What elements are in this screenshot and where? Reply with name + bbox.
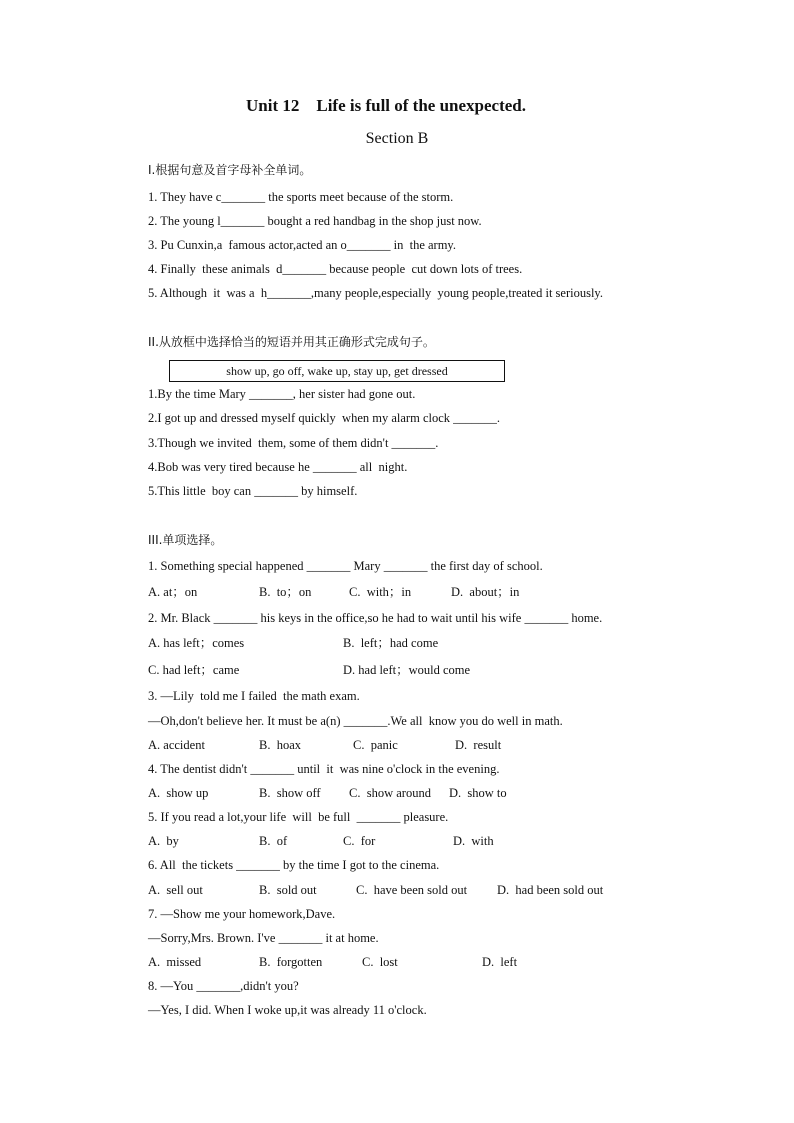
part1-item: 4. Finally these animals d_______ because people cut down lots of trees. (148, 262, 523, 276)
option-c: C. had left；came (148, 663, 240, 677)
option-d: D. left (482, 955, 518, 969)
option-b: B. left；had come (343, 636, 439, 650)
question-stem: 1. Something special happened _______ Mary _______ the first day of school. (148, 559, 543, 573)
option-d: D. had been sold out (497, 883, 604, 897)
option-b: B. sold out (259, 883, 317, 897)
part1-item: 1. They have c_______ the sports meet because of the storm. (148, 190, 454, 204)
option-d: D. with (453, 834, 494, 848)
option-a: A. show up (148, 786, 209, 800)
option-c: C. have been sold out (356, 883, 468, 897)
option-a: A. has left；comes (148, 636, 245, 650)
option-c: C. with；in (349, 585, 412, 599)
option-b: B. show off (259, 786, 321, 800)
phrase-word-box: show up, go off, wake up, stay up, get dressed (169, 360, 505, 382)
part2-heading: II.从放框中选择恰当的短语并用其正确形式完成句子。 (148, 335, 435, 349)
part3-heading: III.单项选择。 (148, 533, 223, 547)
option-b: B. to；on (259, 585, 312, 599)
option-c: C. panic (353, 738, 398, 752)
option-c: C. lost (362, 955, 398, 969)
option-b: B. forgotten (259, 955, 323, 969)
part2-item: 2.I got up and dressed myself quickly when my alarm clock _______. (148, 411, 501, 425)
option-d: D. about；in (451, 585, 520, 599)
option-a: A. sell out (148, 883, 203, 897)
question-stem: 5. If you read a lot,your life will be full _______ pleasure. (148, 810, 449, 824)
option-b: B. of (259, 834, 288, 848)
part2-item: 1.By the time Mary _______, her sister had gone out. (148, 387, 416, 401)
question-stem: —Oh,don't believe her. It must be a(n) _______.We all know you do well in math. (148, 714, 563, 728)
option-c: C. show around (349, 786, 431, 800)
option-c: C. for (343, 834, 376, 848)
part2-item: 3.Though we invited them, some of them didn't _______. (148, 436, 439, 450)
option-d: D. had left；would come (343, 663, 471, 677)
question-stem: 4. The dentist didn't _______ until it was nine o'clock in the evening. (148, 762, 500, 776)
question-stem: 3. —Lily told me I failed the math exam. (148, 689, 360, 703)
question-stem: 2. Mr. Black _______ his keys in the office,so he had to wait until his wife _______ home. (148, 611, 603, 625)
option-a: A. missed (148, 955, 202, 969)
question-stem: —Sorry,Mrs. Brown. I've _______ it at home. (148, 931, 379, 945)
option-d: D. result (455, 738, 502, 752)
part2-item: 5.This little boy can _______ by himself. (148, 484, 358, 498)
question-stem: —Yes, I did. When I woke up,it was already 11 o'clock. (148, 1003, 427, 1017)
option-a: A. by (148, 834, 179, 848)
page-title: Unit 12 Life is full of the unexpected. (245, 96, 527, 115)
option-a: A. at；on (148, 585, 198, 599)
part1-heading: I.根据句意及首字母补全单词。 (148, 163, 312, 177)
section-subtitle: Section B (365, 130, 429, 147)
option-a: A. accident (148, 738, 205, 752)
option-b: B. hoax (259, 738, 302, 752)
part1-item: 3. Pu Cunxin,a famous actor,acted an o_______ in the army. (148, 238, 456, 252)
part1-item: 2. The young l_______ bought a red handbag in the shop just now. (148, 214, 482, 228)
option-d: D. show to (449, 786, 507, 800)
part2-item: 4.Bob was very tired because he _______ all night. (148, 460, 408, 474)
part1-item: 5. Although it was a h_______,many people,especially young people,treated it seriously. (148, 286, 603, 300)
question-stem: 7. —Show me your homework,Dave. (148, 907, 336, 921)
question-stem: 8. —You _______,didn't you? (148, 979, 299, 993)
question-stem: 6. All the tickets _______ by the time I got to the cinema. (148, 858, 440, 872)
